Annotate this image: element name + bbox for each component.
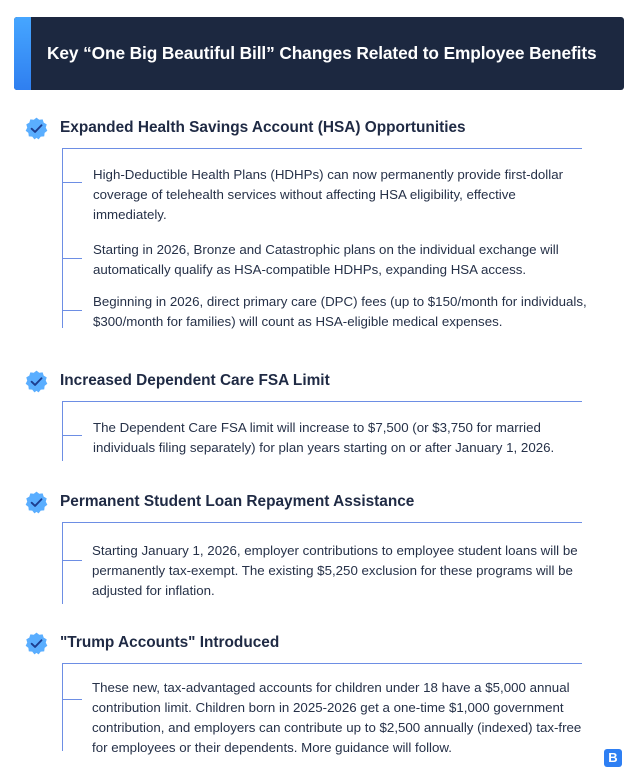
check-badge-icon: [24, 490, 49, 515]
banner-accent-bar: [14, 17, 31, 90]
bracket-tick: [62, 182, 82, 183]
paragraph: Starting January 1, 2026, employer contributions to employee student loans will be permanently tax-exempt. The existing $5,250 exclusion for these programs will be adjusted for inflation.: [92, 543, 578, 598]
check-badge-icon: [24, 631, 49, 656]
section-title: Increased Dependent Care FSA Limit: [60, 372, 330, 389]
bracket-line: [62, 663, 63, 751]
bracket-line: [62, 522, 582, 523]
paragraph: Starting in 2026, Bronze and Catastrophic plans on the individual exchange will automatically qualify as HSA-compatible HDHPs, expanding HSA access.: [93, 242, 559, 277]
section-title: Expanded Health Savings Account (HSA) Opportunities: [60, 119, 466, 136]
paragraph: High-Deductible Health Plans (HDHPs) can now permanently provide first-dollar coverage of telehealth services without affecting HSA eligibility, effective immediately.: [93, 167, 564, 222]
bracket-tick: [62, 310, 82, 311]
paragraph: The Dependent Care FSA limit will increase to $7,500 (or $3,750 for married individuals filing separately) for plan years starting on or after January 1, 2026.: [93, 420, 555, 455]
bracket-line: [62, 522, 63, 604]
check-badge-icon: [24, 116, 49, 141]
paragraph: These new, tax-advantaged accounts for children under 18 have a $5,000 annual contribution limit. Children born in 2025-2026 get a one-time $1,000 government contribution, and employers can contribute up to $2,500 annually (indexed) tax-free for employees or their dependents. More guidance will follow.: [92, 680, 582, 755]
paragraph: Beginning in 2026, direct primary care (DPC) fees (up to $150/month for individuals, $300/month for families) will count as HSA-eligible medical expenses.: [93, 294, 587, 329]
bracket-line: [62, 148, 63, 328]
bracket-tick: [62, 560, 82, 561]
bracket-line: [62, 663, 582, 664]
page-title: Key “One Big Beautiful Bill” Changes Related to Employee Benefits: [47, 43, 597, 63]
brand-logo: B: [604, 749, 622, 767]
section-title: Permanent Student Loan Repayment Assistance: [60, 493, 415, 510]
bracket-tick: [62, 258, 82, 259]
bracket-line: [62, 401, 63, 461]
bracket-tick: [62, 699, 82, 700]
check-badge-icon: [24, 369, 49, 394]
section-title: "Trump Accounts" Introduced: [60, 634, 280, 651]
title-banner: [14, 17, 624, 90]
bracket-line: [62, 401, 582, 402]
bracket-tick: [62, 435, 82, 436]
bracket-line: [62, 148, 582, 149]
